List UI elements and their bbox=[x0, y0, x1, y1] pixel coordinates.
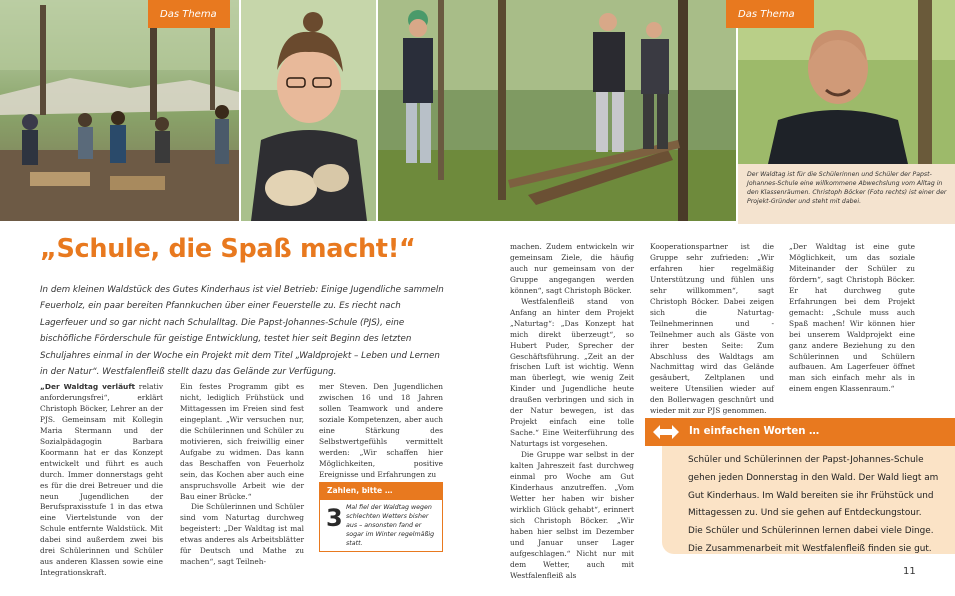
column-3-paragraph-1: mer Steven. Den Jugendlichen zwischen 16 und 18 Jahren sollen Teamwork und andere soziale Kompetenzen, aber auch eine Stärkung des Selbstwertgefühls vermittelt werden: „Wir schaffen hier Möglichkeiten, positive Ereignisse und Erfahrungen zu bbox=[319, 382, 443, 479]
column-4-paragraph-2: Westfalenfleiß stand von Anfang an hinter dem Projekt „Naturtag“: „Das Konzept hat mich direkt überzeugt“, so Hubert Puder, Sprecher der Geschäftsführung. „Zeit an der frischen Luft ist wichtig. Wenn man überlegt, wie wenig Zeit Kinder und Jugendliche heute draußen verbringen und sich in der Natur bewegen, ist das Projekt einfach eine tolle Sache.“ Eine Weiterführung des Naturtags ist vorgesehen. bbox=[510, 296, 634, 449]
page-number: 11 bbox=[903, 566, 916, 577]
column-5 bbox=[650, 242, 774, 417]
photo-caption: Der Waldtag ist für die Schülerinnen und Schüler der Papst-Johannes-Schule eine willkommene Abwechslung vom Alltag in den Klassenräumen. Christoph Böcker (Foto rechts) ist einer der Projekt-Gründer und steht mit dabei. bbox=[738, 164, 955, 224]
photo-bridge bbox=[378, 0, 736, 221]
column-4-paragraph-3: Die Gruppe war selbst in der kalten Jahreszeit fast durchweg einmal pro Woche am Gut Kinderhaus anzutreffen. „Vom Wetter her haben wir bisher wirklich Glück gehabt“, erinnert sich Christoph Böcker. „Wir haben hier selbst im Dezember und Januar unser Lager aufgeschlagen.“ Nicht nur mit dem Wetter, auch mit Westfalenfleiß als bbox=[510, 450, 634, 580]
numbers-box-body bbox=[319, 500, 443, 552]
numbers-box-text: Mal fiel der Waldtag wegen schlechten Wetters bisher aus – ansonsten fand er sogar im Winter regelmäßig statt. bbox=[346, 504, 435, 547]
column-6 bbox=[789, 242, 915, 395]
column-2-paragraph-1: Ein festes Programm gibt es nicht, lediglich Frühstück und Mittagessen im Freien sind fest eingeplant. „Wir versuchen nur, die Schülerinnen und Schüler zu motivieren, sich freiwillig einer Aufgabe zu widmen. Das kann das Beschaffen von Feuerholz sein, das Kochen aber auch eine anspruchsvolle Arbeit wie der Bau einer Brücke.“ bbox=[180, 382, 304, 501]
numbers-box-number: 3 bbox=[326, 504, 343, 532]
section-tag-left: Das Thema bbox=[148, 0, 230, 28]
intro-text: In dem kleinen Waldstück des Gutes Kinderhaus ist viel Betrieb: Einige Jugendliche sammeln Feuerholz, ein paar bereiten Pfannkuchen über einer Feuerstelle zu. Es riecht nach Lagerfeuer und so gar nicht nach Schulalltag. Die Papst-Johannes-Schule (PJS), eine bischöfliche Förderschule für geistige Entwicklung, testet hier seit Beginn des letzten Schuljahres einmal in der Woche ein Projekt mit dem Titel „Waldprojekt – Leben und Lernen in der Natur“. Westfalenfleiß stellt dazu das Gelände zur Verfügung. bbox=[40, 285, 444, 378]
column-1-text: relativ anforderungsfrei“, erklärt Christoph Böcker, Lehrer an der PJS. Gemeinsam mit Kollegin Maria Stermann und der Sozialpädagogin Barbara Koormann hat er das Konzept entwickelt und führt es auch durch. Immer donnerstags geht es für die drei Betreuer und die neun Jugendlichen der Berufspraxisstufe 1 in das etwa eine Viertelstunde von der Schule entfernte Waldstück. Mit dabei sind außerdem zwei bis drei Schülerinnen und Schüler aus anderen Klassen sowie eine Integrationskraft. bbox=[40, 382, 163, 578]
lead-phrase: „Der Waldtag verläuft bbox=[40, 382, 136, 391]
column-3 bbox=[319, 382, 443, 481]
plain-language-title: In einfachen Worten … bbox=[689, 426, 820, 437]
section-tag-right: Das Thema bbox=[726, 0, 814, 28]
plain-language-line: gehen jeden Donnerstag in den Wald. Der Wald liegt am bbox=[688, 472, 939, 483]
plain-language-body bbox=[662, 446, 955, 554]
column-6-paragraph-1: „Der Waldtag ist eine gute Möglichkeit, um das soziale Miteinander der Schüler zu fördern“, sagt Christoph Böcker. Er hat durchweg gute Erfahrungen bei dem Projekt gemacht: „Schule muss auch Spaß machen! Wir können hier bei unserem Waldprojekt eine ganz andere Beziehung zu den Schülerinnen und Schülern aufbauen. Am Lagerfeuer öffnet man sich einfach mehr als in einem engen Klassenraum.“ bbox=[789, 242, 915, 394]
column-1 bbox=[40, 382, 163, 579]
numbers-box-title: Zahlen, bitte … bbox=[319, 482, 443, 500]
numbers-box bbox=[319, 482, 443, 552]
plain-language-line: Gut Kinderhaus. Im Wald bereiten sie ihr Frühstück und bbox=[688, 490, 934, 501]
column-4-paragraph-1: machen. Zudem entwickeln wir gemeinsam Ziele, die häufig auch nur gemeinsam von der Gruppe angegangen werden können“, sagt Christoph Böcker. bbox=[510, 242, 634, 295]
headline: „Schule, die Spaß macht!“ bbox=[40, 234, 416, 264]
plain-language-line: Die Zusammenarbeit mit Westfalenfleiß finden sie gut. bbox=[688, 543, 932, 554]
double-arrow-icon bbox=[651, 422, 681, 442]
plain-language-line: Die Schüler und Schülerinnen lernen dabei viele Dinge. bbox=[688, 526, 934, 537]
column-5-paragraph-1: Kooperationspartner ist die Gruppe sehr zufrieden: „Wir erfahren hier regelmäßig Unterstützung und fühlen uns sehr willkommen“, sagt Christoph Böcker. Dabei zeigen sich die Naturtag-Teilnehmerinnen und -Teilnehmer auch als Gäste von ihrer besten Seite: Zum Abschluss des Waldtags am Nachmittag wird das Gelände gesäubert, Zeltplanen und weitere Utensilien wieder auf den Bollerwagen geschnürt und wieder mit zur PJS genommen. bbox=[650, 242, 774, 416]
photo-camp bbox=[0, 0, 239, 221]
column-2-paragraph-2: Die Schülerinnen und Schüler sind vom Naturtag durchweg begeistert: „Der Waldtag ist mal etwas anderes als Arbeitsblätter für Deutsch und Mathe zu machen“, sagt Teilneh- bbox=[180, 502, 304, 567]
column-4 bbox=[510, 242, 634, 582]
plain-language-line: Mittagessen zu. Und sie gehen auf Entdeckungstour. bbox=[688, 508, 922, 519]
plain-language-line: Schüler und Schülerinnen der Papst-Johannes-Schule bbox=[688, 455, 924, 465]
photo-girl bbox=[241, 0, 376, 221]
column-2 bbox=[180, 382, 304, 568]
